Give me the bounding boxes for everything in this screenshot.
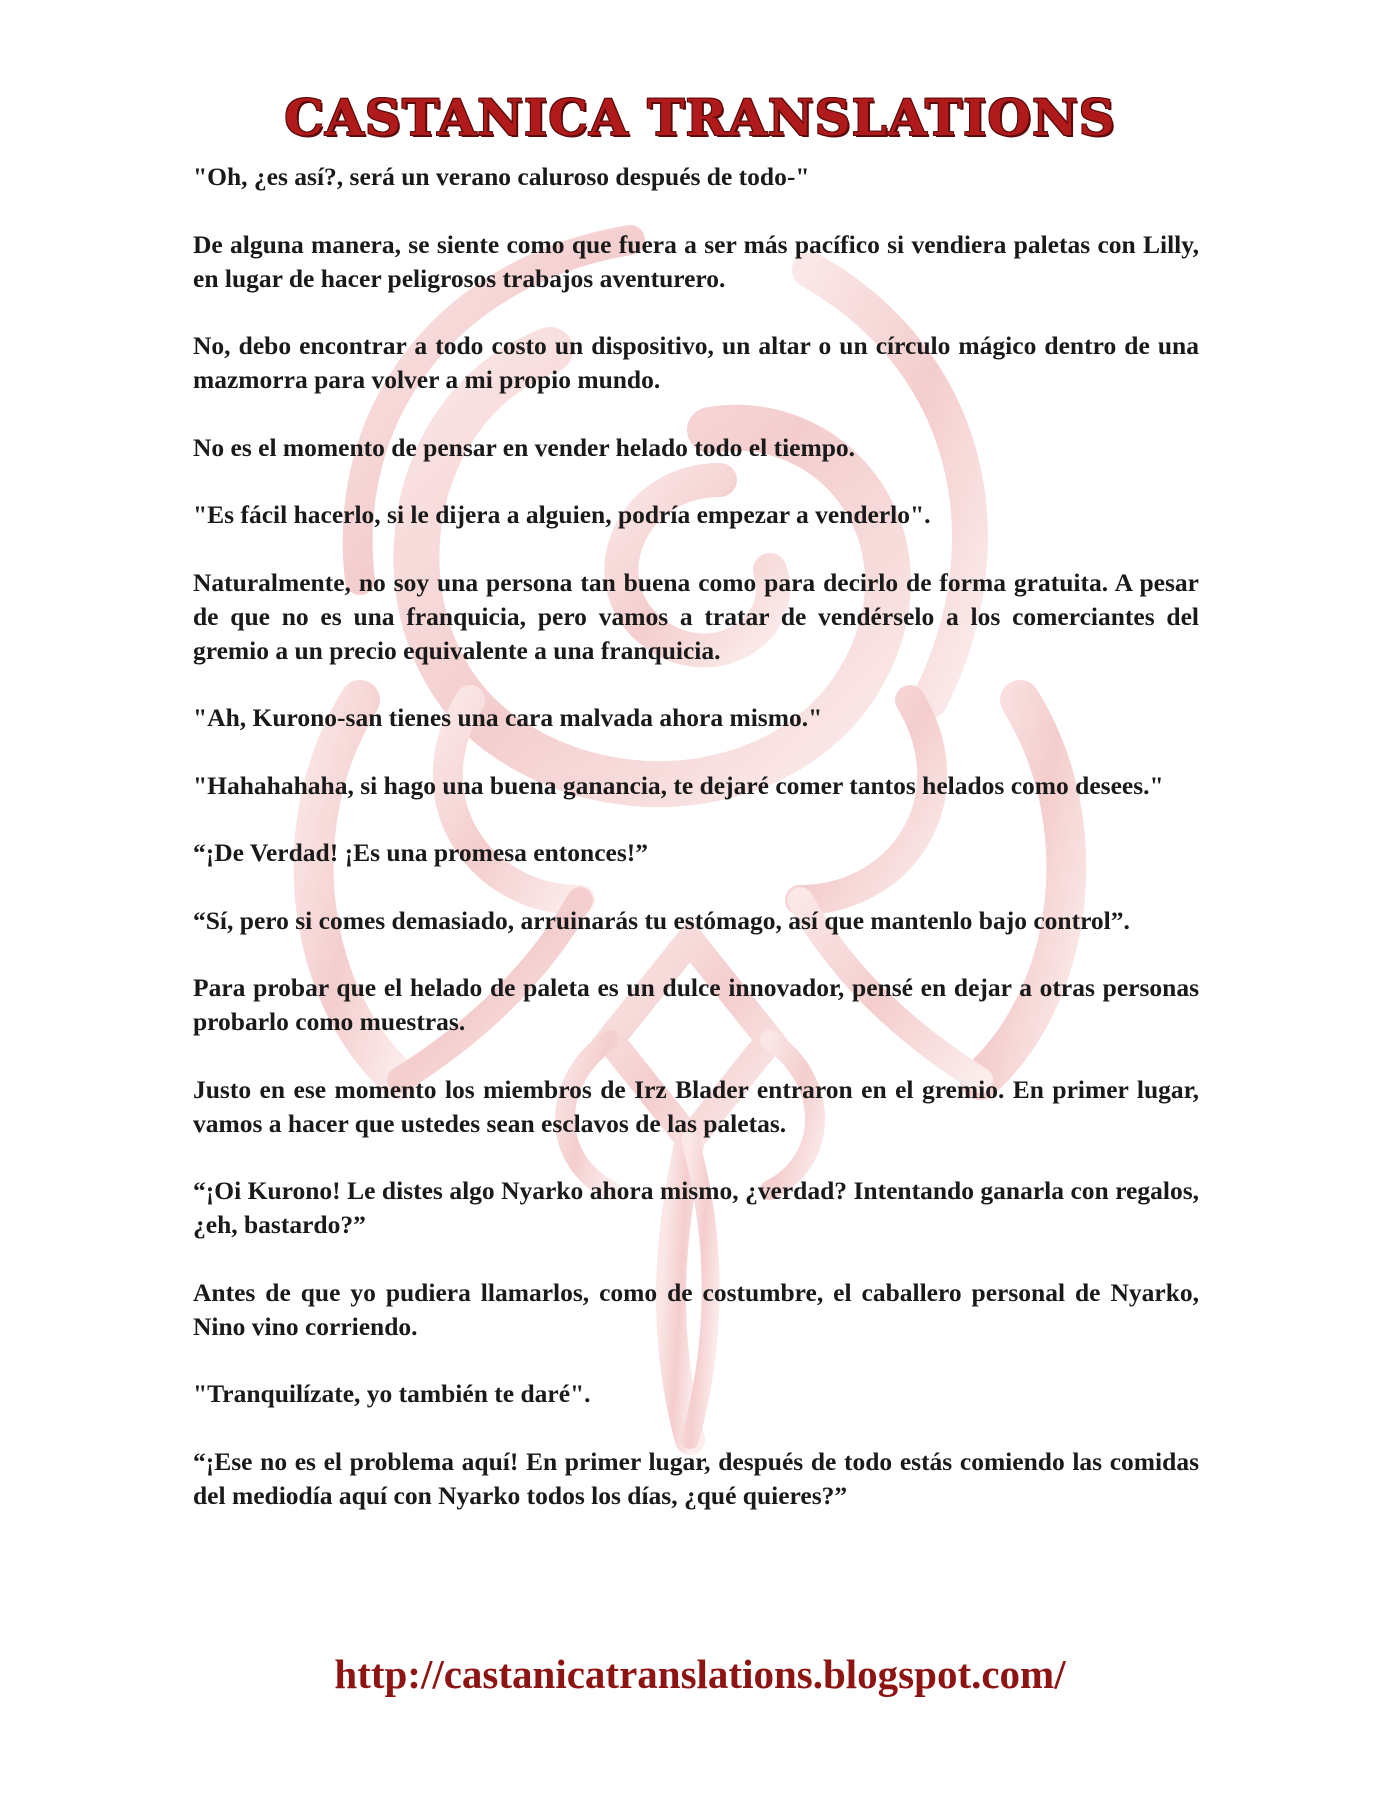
- paragraph: "Tranquilízate, yo también te daré".: [193, 1379, 591, 1408]
- paragraph: "Oh, ¿es así?, será un verano caluroso después de todo-": [193, 162, 810, 191]
- paragraph: "Hahahahaha, si hago una buena ganancia, te dejaré comer tantos helados como desees.": [193, 770, 1164, 800]
- paragraph: De alguna manera, se siente como que fuera a ser más pacífico si vendiera paletas con Lilly, en lugar de hacer peligrosos trabajos aventurero.: [193, 229, 1199, 293]
- paragraph: No, debo encontrar a todo costo un dispositivo, un altar o un círculo mágico dentro de una mazmorra para volver a mi propio mundo.: [193, 331, 1199, 394]
- paragraph: "Ah, Kurono-san tienes una cara malvada ahora mismo.": [193, 703, 823, 732]
- paragraph: Justo en ese momento los miembros de Irz Blader entraron en el gremio. En primer lugar, vamos a hacer que ustedes sean esclavos de las paletas.: [193, 1074, 1199, 1138]
- document-body: [193, 160, 1199, 1546]
- paragraph: "Es fácil hacerlo, si le dijera a alguien, podría empezar a venderlo".: [193, 500, 931, 529]
- paragraph: Naturalmente, no soy una persona tan buena como para decirlo de forma gratuita. A pesar de que no es una franquicia, pero vamos a tratar de vendérselo a los comerciantes del gremio a un precio equivalente a una franquicia.: [193, 567, 1199, 665]
- paragraph: “¡De Verdad! ¡Es una promesa entonces!”: [193, 838, 648, 867]
- paragraph: Antes de que yo pudiera llamarlos, como de costumbre, el caballero personal de Nyarko, Nino vino corriendo.: [193, 1277, 1199, 1341]
- paragraph: No es el momento de pensar en vender helado todo el tiempo.: [193, 432, 856, 462]
- paragraph: “¡Oi Kurono! Le distes algo Nyarko ahora mismo, ¿verdad? Intentando ganarla con regalos, ¿eh, bastardo?”: [193, 1176, 1199, 1239]
- blog-url-link[interactable]: http://castanicatranslations.blogspot.com/: [334, 1651, 1066, 1697]
- paragraph: “¡Ese no es el problema aquí! En primer lugar, después de todo estás comiendo las comidas del mediodía aquí con Nyarko todos los días, ¿qué quieres?”: [193, 1446, 1199, 1510]
- paragraph: Para probar que el helado de paleta es un dulce innovador, pensé en dejar a otras personas probarlo como muestras.: [193, 973, 1199, 1036]
- site-title: CASTANICA TRANSLATIONS: [284, 88, 1116, 147]
- paragraph: “Sí, pero si comes demasiado, arruinarás tu estómago, así que mantenlo bajo control”.: [193, 905, 1130, 935]
